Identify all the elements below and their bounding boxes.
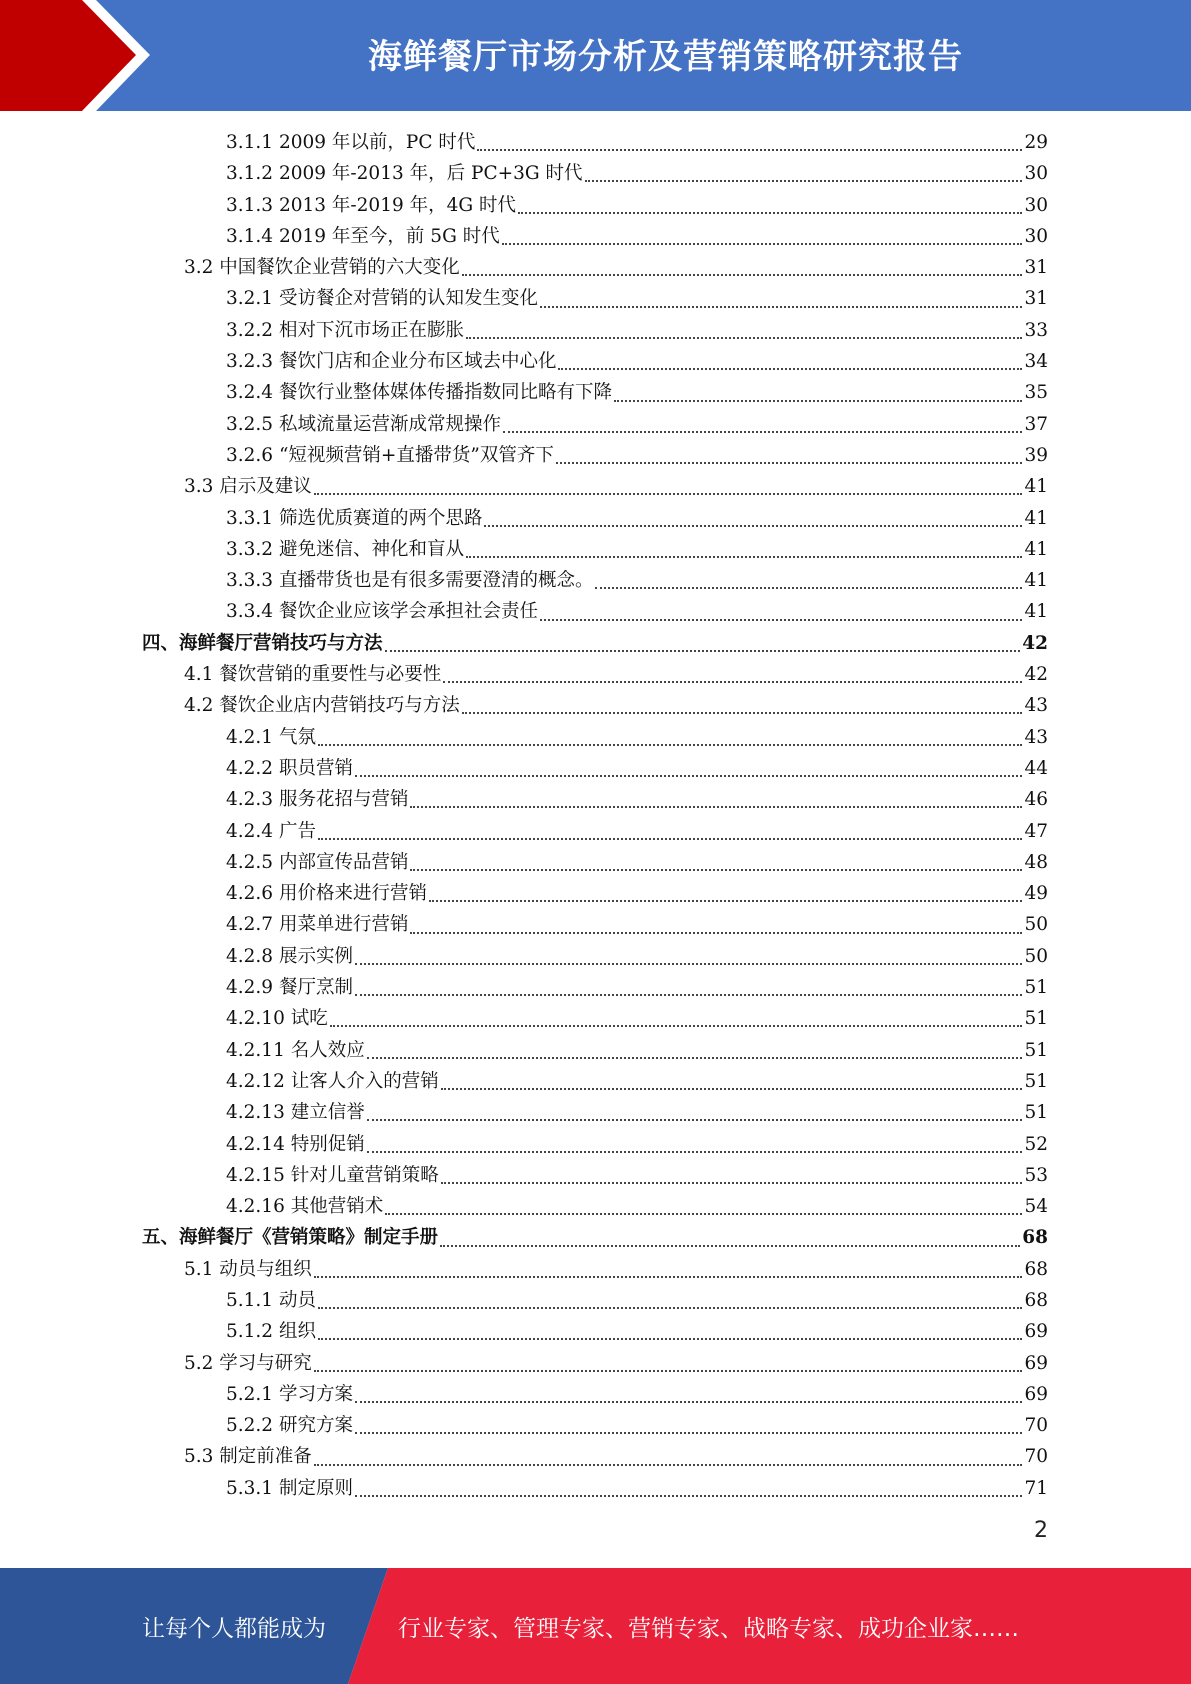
toc-entry[interactable] xyxy=(142,722,1048,753)
toc-entry-page: 31 xyxy=(1024,257,1048,279)
toc-entry-title: 5.3 制定前准备 xyxy=(184,1446,312,1468)
toc-entry-page: 30 xyxy=(1024,163,1048,185)
toc-entry[interactable] xyxy=(142,1379,1048,1410)
toc-dot-leader xyxy=(314,492,1023,495)
toc-entry-title: 3.1.2 2009 年-2013 年，后 PC+3G 时代 xyxy=(226,163,583,185)
toc-entry-page: 69 xyxy=(1024,1321,1048,1343)
toc-entry[interactable] xyxy=(142,690,1048,721)
toc-entry-page: 48 xyxy=(1024,851,1048,873)
toc-entry-title: 4.2.1 气氛 xyxy=(226,726,316,748)
toc-dot-leader xyxy=(440,1244,1020,1247)
toc-entry-page: 68 xyxy=(1022,1227,1048,1249)
toc-entry-page: 30 xyxy=(1024,225,1048,247)
toc-dot-leader xyxy=(410,931,1022,934)
toc-entry[interactable] xyxy=(142,565,1048,596)
toc-entry-page: 44 xyxy=(1024,757,1048,779)
toc-entry-page: 39 xyxy=(1024,444,1048,466)
toc-entry-page: 69 xyxy=(1024,1383,1048,1405)
toc-dot-leader xyxy=(410,805,1022,808)
toc-dot-leader xyxy=(466,336,1022,339)
toc-entry-page: 41 xyxy=(1024,476,1048,498)
toc-entry-page: 68 xyxy=(1024,1258,1048,1280)
toc-dot-leader xyxy=(429,899,1022,902)
toc-dot-leader xyxy=(314,1275,1023,1278)
toc-entry-page: 52 xyxy=(1024,1133,1048,1155)
toc-entry-page: 35 xyxy=(1024,382,1048,404)
toc-dot-leader xyxy=(318,837,1023,840)
toc-entry-title: 3.2.4 餐饮行业整体媒体传播指数同比略有下降 xyxy=(226,382,612,404)
toc-entry-title: 3.3.1 筛选优质赛道的两个思路 xyxy=(226,507,483,529)
toc-dot-leader xyxy=(385,1212,1022,1215)
toc-entry-page: 51 xyxy=(1024,1070,1048,1092)
toc-entry[interactable] xyxy=(142,252,1048,283)
toc-entry[interactable] xyxy=(142,628,1048,659)
toc-entry-title: 5.1.1 动员 xyxy=(226,1289,316,1311)
toc-entry[interactable] xyxy=(142,503,1048,534)
toc-entry-page: 70 xyxy=(1024,1415,1048,1437)
toc-entry-title: 4.2.10 试吃 xyxy=(226,1008,328,1030)
toc-dot-leader xyxy=(314,1369,1023,1372)
toc-entry-title: 3.2.6 “短视频营销+直播带货”双管齐下 xyxy=(226,444,554,466)
toc-entry[interactable] xyxy=(142,878,1048,909)
toc-entry-page: 43 xyxy=(1024,726,1048,748)
toc-entry[interactable] xyxy=(142,1066,1048,1097)
toc-dot-leader xyxy=(585,179,1023,182)
toc-entry-title: 4.2.8 展示实例 xyxy=(226,945,353,967)
toc-entry[interactable] xyxy=(142,1316,1048,1347)
toc-dot-leader xyxy=(314,1463,1023,1466)
toc-entry-title: 3.2.1 受访餐企对营销的认知发生变化 xyxy=(226,288,538,310)
toc-entry-page: 54 xyxy=(1024,1196,1048,1218)
toc-dot-leader xyxy=(355,993,1023,996)
toc-dot-leader xyxy=(462,273,1023,276)
table-of-contents xyxy=(142,127,1048,1504)
toc-dot-leader xyxy=(595,586,1022,589)
toc-entry-page: 51 xyxy=(1024,1039,1048,1061)
toc-entry-title: 4.2 餐饮企业店内营销技巧与方法 xyxy=(184,695,460,717)
toc-entry-title: 4.1 餐饮营销的重要性与必要性 xyxy=(184,664,442,686)
toc-dot-leader xyxy=(355,774,1023,777)
toc-entry-page: 68 xyxy=(1024,1289,1048,1311)
toc-entry[interactable] xyxy=(142,409,1048,440)
toc-entry-page: 43 xyxy=(1024,695,1048,717)
toc-entry[interactable] xyxy=(142,1410,1048,1441)
toc-entry-title: 4.2.5 内部宣传品营销 xyxy=(226,851,409,873)
toc-entry-page: 37 xyxy=(1024,413,1048,435)
toc-dot-leader xyxy=(466,555,1022,558)
toc-entry-page: 41 xyxy=(1024,570,1048,592)
toc-entry-page: 41 xyxy=(1024,538,1048,560)
toc-entry-title: 4.2.9 餐厅烹制 xyxy=(226,977,353,999)
toc-entry[interactable] xyxy=(142,1285,1048,1316)
toc-entry-title: 5.1.2 组织 xyxy=(226,1321,316,1343)
toc-entry-title: 四、海鲜餐厅营销技巧与方法 xyxy=(142,632,383,654)
toc-entry-title: 4.2.6 用价格来进行营销 xyxy=(226,883,427,905)
toc-entry-title: 5.2.2 研究方案 xyxy=(226,1415,353,1437)
report-title: 海鲜餐厅市场分析及营销策略研究报告 xyxy=(368,36,963,77)
toc-entry[interactable] xyxy=(142,346,1048,377)
toc-entry-page: 50 xyxy=(1024,945,1048,967)
page-footer xyxy=(0,1568,1191,1684)
toc-entry[interactable] xyxy=(142,534,1048,565)
toc-dot-leader xyxy=(367,1056,1023,1059)
toc-entry[interactable] xyxy=(142,221,1048,252)
toc-entry-title: 3.2 中国餐饮企业营销的六大变化 xyxy=(184,257,460,279)
toc-entry-title: 3.2.5 私域流量运营渐成常规操作 xyxy=(226,413,501,435)
toc-entry-title: 3.3.3 直播带货也是有很多需要澄清的概念。 xyxy=(226,570,594,592)
toc-entry-title: 3.3.2 避免迷信、神化和盲从 xyxy=(226,538,464,560)
toc-entry-page: 33 xyxy=(1024,319,1048,341)
toc-dot-leader xyxy=(355,1494,1023,1497)
toc-entry-title: 5.2 学习与研究 xyxy=(184,1352,312,1374)
toc-entry[interactable] xyxy=(142,1097,1048,1128)
toc-entry-page: 29 xyxy=(1024,132,1048,153)
toc-entry-title: 3.3.4 餐饮企业应该学会承担社会责任 xyxy=(226,601,538,623)
toc-entry[interactable] xyxy=(142,471,1048,502)
toc-entry[interactable] xyxy=(142,941,1048,972)
toc-entry-page: 41 xyxy=(1024,601,1048,623)
toc-dot-leader xyxy=(558,367,1022,370)
toc-entry-page: 47 xyxy=(1024,820,1048,842)
toc-entry[interactable] xyxy=(142,1222,1048,1253)
toc-entry-title: 3.1.1 2009 年以前，PC 时代 xyxy=(226,132,476,153)
header-arrow-graphic xyxy=(0,0,160,111)
toc-entry-page: 41 xyxy=(1024,507,1048,529)
toc-entry[interactable] xyxy=(142,1129,1048,1160)
toc-entry-page: 31 xyxy=(1024,288,1048,310)
toc-dot-leader xyxy=(503,430,1022,433)
toc-entry[interactable] xyxy=(142,315,1048,346)
toc-dot-leader xyxy=(614,399,1022,402)
toc-entry-title: 5.3.1 制定原则 xyxy=(226,1477,353,1499)
toc-entry-title: 3.1.4 2019 年至今，前 5G 时代 xyxy=(226,225,500,247)
toc-entry[interactable] xyxy=(142,440,1048,471)
toc-entry-title: 3.2.3 餐饮门店和企业分布区域去中心化 xyxy=(226,351,557,373)
toc-dot-leader xyxy=(318,1306,1023,1309)
toc-entry-title: 5.1 动员与组织 xyxy=(184,1258,312,1280)
toc-entry[interactable] xyxy=(142,972,1048,1003)
toc-dot-leader xyxy=(355,962,1023,965)
toc-entry-title: 3.2.2 相对下沉市场正在膨胀 xyxy=(226,319,464,341)
toc-entry-title: 4.2.14 特别促销 xyxy=(226,1133,365,1155)
toc-entry[interactable] xyxy=(142,784,1048,815)
toc-entry[interactable] xyxy=(142,816,1048,847)
toc-dot-leader xyxy=(540,618,1022,621)
toc-dot-leader xyxy=(367,1118,1023,1121)
toc-dot-leader xyxy=(556,461,1023,464)
toc-entry[interactable] xyxy=(142,1441,1048,1472)
toc-entry[interactable] xyxy=(142,1473,1048,1504)
toc-dot-leader xyxy=(477,148,1022,151)
toc-dot-leader xyxy=(484,524,1022,527)
toc-entry[interactable] xyxy=(142,190,1048,221)
toc-dot-leader xyxy=(462,711,1023,714)
toc-dot-leader xyxy=(385,649,1021,652)
toc-entry-page: 53 xyxy=(1024,1164,1048,1186)
toc-entry[interactable] xyxy=(142,377,1048,408)
toc-entry-title: 5.2.1 学习方案 xyxy=(226,1383,353,1405)
toc-dot-leader xyxy=(502,242,1023,245)
toc-entry-title: 4.2.2 职员营销 xyxy=(226,757,353,779)
toc-dot-leader xyxy=(443,680,1022,683)
toc-entry[interactable] xyxy=(142,596,1048,627)
toc-entry[interactable] xyxy=(142,909,1048,940)
toc-entry[interactable] xyxy=(142,1035,1048,1066)
toc-dot-leader xyxy=(355,1400,1023,1403)
toc-entry-title: 3.1.3 2013 年-2019 年，4G 时代 xyxy=(226,194,517,216)
toc-entry-title: 3.3 启示及建议 xyxy=(184,476,312,498)
toc-dot-leader xyxy=(318,743,1023,746)
toc-entry-title: 4.2.3 服务花招与营销 xyxy=(226,789,409,811)
toc-dot-leader xyxy=(367,1150,1023,1153)
toc-entry[interactable] xyxy=(142,847,1048,878)
toc-entry-page: 71 xyxy=(1024,1477,1048,1499)
toc-entry-page: 46 xyxy=(1024,789,1048,811)
toc-entry-page: 70 xyxy=(1024,1446,1048,1468)
toc-dot-leader xyxy=(518,211,1022,214)
toc-entry-page: 34 xyxy=(1024,351,1048,373)
toc-entry[interactable] xyxy=(142,283,1048,314)
toc-entry-page: 30 xyxy=(1024,194,1048,216)
toc-entry-page: 51 xyxy=(1024,977,1048,999)
toc-dot-leader xyxy=(410,868,1022,871)
toc-entry[interactable] xyxy=(142,127,1048,158)
toc-entry-page: 51 xyxy=(1024,1102,1048,1124)
toc-dot-leader xyxy=(318,1337,1023,1340)
toc-dot-leader xyxy=(441,1181,1023,1184)
toc-entry-page: 50 xyxy=(1024,914,1048,936)
toc-entry-title: 4.2.16 其他营销术 xyxy=(226,1196,384,1218)
toc-entry[interactable] xyxy=(142,158,1048,189)
toc-dot-leader xyxy=(355,1431,1023,1434)
footer-slogan-right: 行业专家、管理专家、营销专家、战略专家、成功企业家…… xyxy=(398,1615,1019,1642)
toc-entry-page: 51 xyxy=(1024,1008,1048,1030)
toc-entry-title: 4.2.13 建立信誉 xyxy=(226,1102,365,1124)
toc-entry-title: 4.2.4 广告 xyxy=(226,820,316,842)
toc-entry[interactable] xyxy=(142,753,1048,784)
toc-entry[interactable] xyxy=(142,1348,1048,1379)
toc-dot-leader xyxy=(330,1024,1023,1027)
toc-entry[interactable] xyxy=(142,1191,1048,1222)
toc-entry[interactable] xyxy=(142,1003,1048,1034)
toc-entry-title: 4.2.7 用菜单进行营销 xyxy=(226,914,409,936)
toc-entry-title: 五、海鲜餐厅《营销策略》制定手册 xyxy=(142,1227,439,1249)
toc-entry-title: 4.2.11 名人效应 xyxy=(226,1039,365,1061)
toc-entry-title: 4.2.15 针对儿童营销策略 xyxy=(226,1164,439,1186)
toc-dot-leader xyxy=(540,305,1022,308)
toc-dot-leader xyxy=(441,1087,1023,1090)
toc-entry-page: 42 xyxy=(1024,664,1048,686)
toc-entry[interactable] xyxy=(142,659,1048,690)
toc-entry-title: 4.2.12 让客人介入的营销 xyxy=(226,1070,439,1092)
toc-entry[interactable] xyxy=(142,1160,1048,1191)
footer-slogan-left: 让每个人都能成为 xyxy=(142,1615,326,1642)
page-header xyxy=(0,0,1191,111)
toc-entry-page: 49 xyxy=(1024,883,1048,905)
toc-entry-page: 42 xyxy=(1022,632,1048,654)
page-number: 2 xyxy=(1034,1518,1048,1543)
toc-entry[interactable] xyxy=(142,1254,1048,1285)
toc-entry-page: 69 xyxy=(1024,1352,1048,1374)
